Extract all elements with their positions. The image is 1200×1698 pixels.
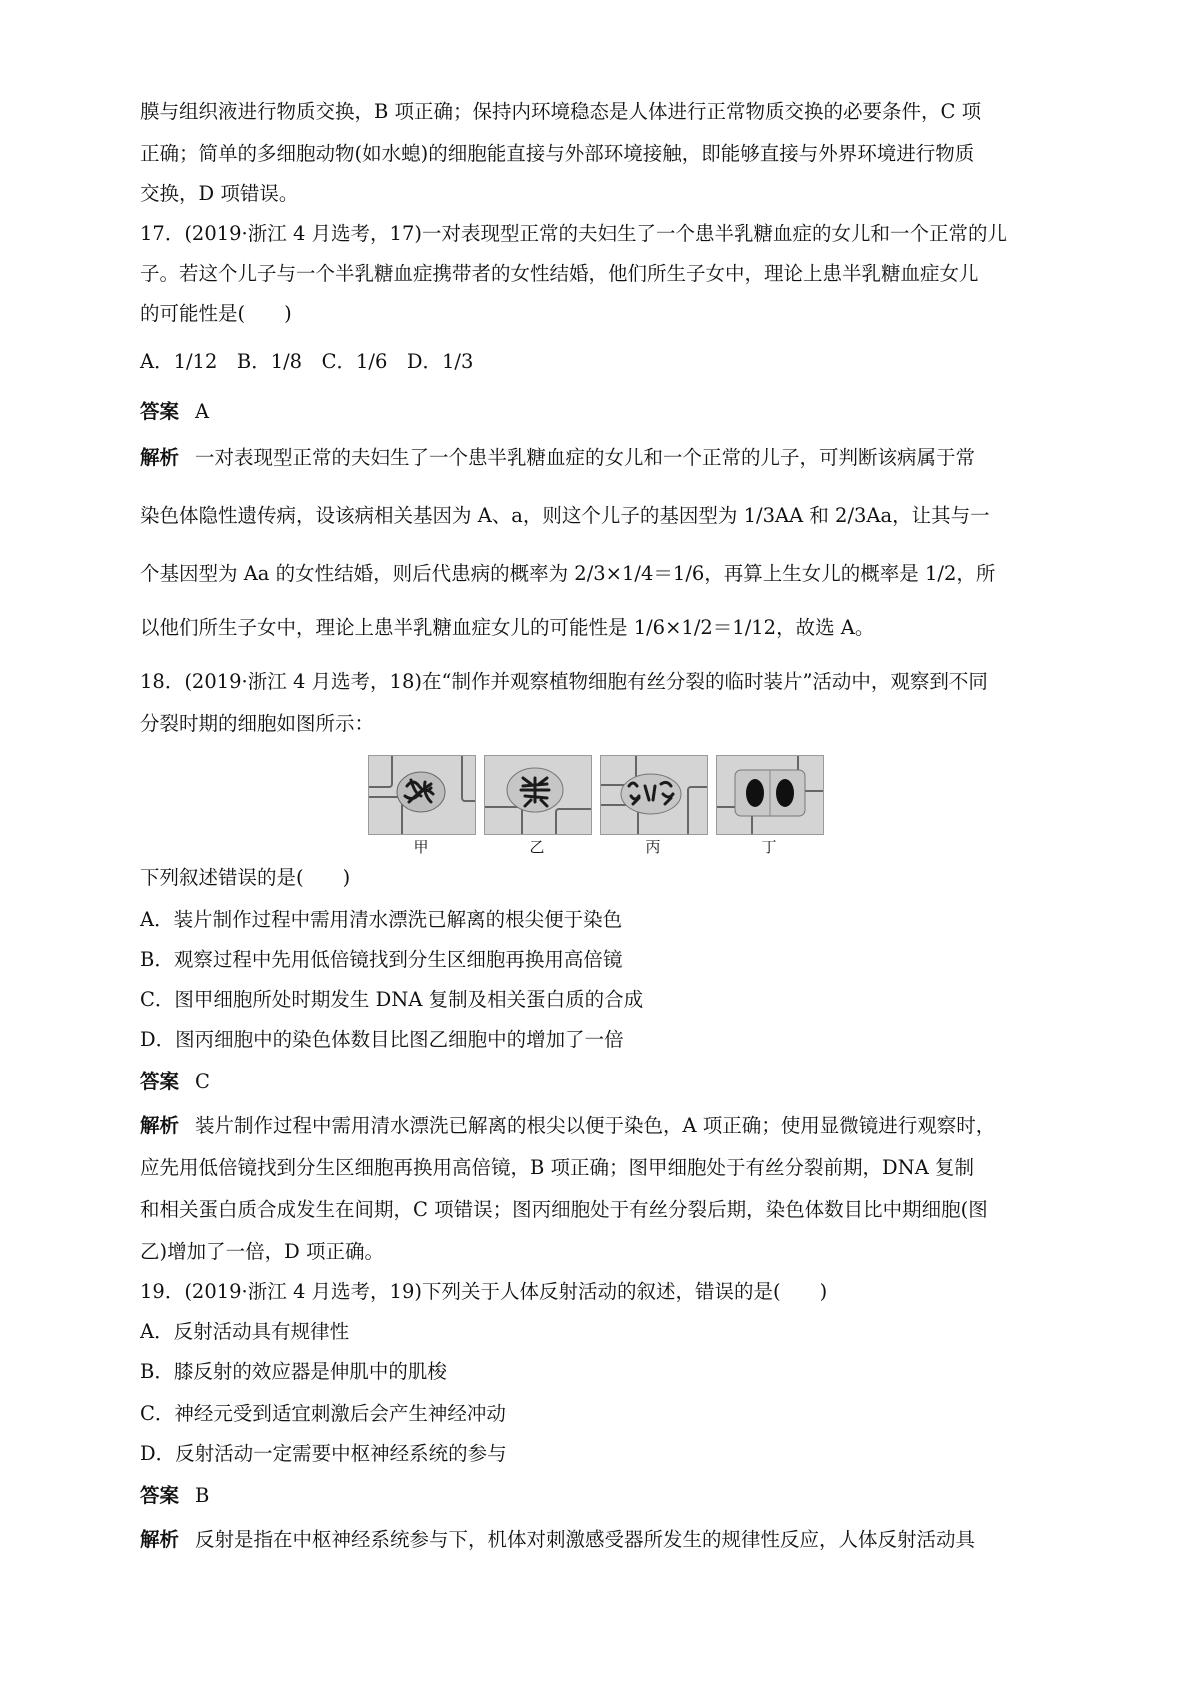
cell-image-bing <box>600 755 708 835</box>
analysis-label: 解析 <box>140 1114 180 1137</box>
analysis-text: 装片制作过程中需用清水漂洗已解离的根尖以便于染色，A 项正确；使用显微镜进行观察时， <box>195 1114 996 1137</box>
question-17-answer <box>140 398 209 426</box>
question-19-option-c: C．神经元受到适宜刺激后会产生神经冲动 <box>140 1402 506 1425</box>
cell-image-ding <box>716 755 824 835</box>
answer-label: 答案 <box>140 1484 180 1507</box>
analysis-line: 应先用低倍镜找到分生区细胞再换用高倍镜，B 项正确；图甲细胞处于有丝分裂前期，DNA 复制 <box>140 1156 975 1179</box>
question-17-stem: 17．(2019·浙江 4 月选考，17)一对表现型正常的夫妇生了一个患半乳糖血症的女儿和一个正常的儿 <box>140 222 1007 245</box>
analysis-line: 染色体隐性遗传病，设该病相关基因为 A、a，则这个儿子的基因型为 1/3AA 和 2/3Aa，让其与一 <box>140 504 990 527</box>
question-17-analysis <box>140 444 975 472</box>
question-17-stem: 的可能性是( ) <box>140 302 292 325</box>
analysis-label: 解析 <box>140 1528 180 1551</box>
question-19-option-b: B．膝反射的效应器是伸肌中的肌梭 <box>140 1360 447 1383</box>
answer-value: C <box>195 1070 210 1093</box>
figure-label: 丁 <box>761 838 777 856</box>
analysis-text: 反射是指在中枢神经系统参与下，机体对刺激感受器所发生的规律性反应，人体反射活动具 <box>195 1528 976 1551</box>
question-19-answer <box>140 1482 209 1510</box>
cell-image-yi <box>484 755 592 835</box>
text-line: 交换，D 项错误。 <box>140 182 299 205</box>
question-19-option-d: D．反射活动一定需要中枢神经系统的参与 <box>140 1442 507 1465</box>
question-18-option-d: D．图丙细胞中的染色体数目比图乙细胞中的增加了一倍 <box>140 1028 624 1051</box>
analysis-line: 以他们所生子女中，理论上患半乳糖血症女儿的可能性是 1/6×1/2＝1/12，故选 A。 <box>140 616 875 639</box>
analysis-line: 个基因型为 Aa 的女性结婚，则后代患病的概率为 2/3×1/4＝1/6，再算上生女儿的概率是 1/2，所 <box>140 562 996 585</box>
text-line: 膜与组织液进行物质交换，B 项正确；保持内环境稳态是人体进行正常物质交换的必要条件，C 项 <box>140 100 982 123</box>
analysis-label: 解析 <box>140 446 180 469</box>
figure-label: 丙 <box>645 838 661 856</box>
analysis-line: 和相关蛋白质合成发生在间期，C 项错误；图丙细胞处于有丝分裂后期，染色体数目比中期细胞(图 <box>140 1198 988 1221</box>
question-18-stem: 18．(2019·浙江 4 月选考，18)在“制作并观察植物细胞有丝分裂的临时装片”活动中，观察到不同 <box>140 670 988 693</box>
question-17-stem: 子。若这个儿子与一个半乳糖血症携带者的女性结婚，他们所生子女中，理论上患半乳糖血症女儿 <box>140 262 979 285</box>
question-18-option-b: B．观察过程中先用低倍镜找到分生区细胞再换用高倍镜 <box>140 948 623 971</box>
question-18-option-a: A．装片制作过程中需用清水漂洗已解离的根尖便于染色 <box>140 908 623 931</box>
answer-value: A <box>195 400 210 423</box>
figure-label: 乙 <box>529 838 545 856</box>
question-19-analysis <box>140 1526 975 1554</box>
question-18-stem: 分裂时期的细胞如图所示： <box>140 712 375 735</box>
question-17-options: A．1/12 B．1/8 C．1/6 D．1/3 <box>140 350 474 373</box>
question-18-stem: 下列叙述错误的是( ) <box>140 866 351 889</box>
answer-label: 答案 <box>140 400 180 423</box>
figure-label: 甲 <box>413 838 429 856</box>
answer-value: B <box>195 1484 210 1507</box>
question-18-analysis <box>140 1112 995 1140</box>
analysis-text: 一对表现型正常的夫妇生了一个患半乳糖血症的女儿和一个正常的儿子，可判断该病属于常 <box>195 446 976 469</box>
question-18-answer <box>140 1068 210 1096</box>
cell-image-jia <box>368 755 476 835</box>
mitosis-figure <box>360 755 840 857</box>
answer-label: 答案 <box>140 1070 180 1093</box>
question-19-stem: 19．(2019·浙江 4 月选考，19)下列关于人体反射活动的叙述，错误的是( ) <box>140 1280 828 1303</box>
question-19-option-a: A．反射活动具有规律性 <box>140 1320 350 1343</box>
analysis-line: 乙)增加了一倍，D 项正确。 <box>140 1240 384 1263</box>
question-18-option-c: C．图甲细胞所处时期发生 DNA 复制及相关蛋白质的合成 <box>140 988 644 1011</box>
text-line: 正确；简单的多细胞动物(如水螅)的细胞能直接与外部环境接触，即能够直接与外界环境进行物质 <box>140 142 975 165</box>
